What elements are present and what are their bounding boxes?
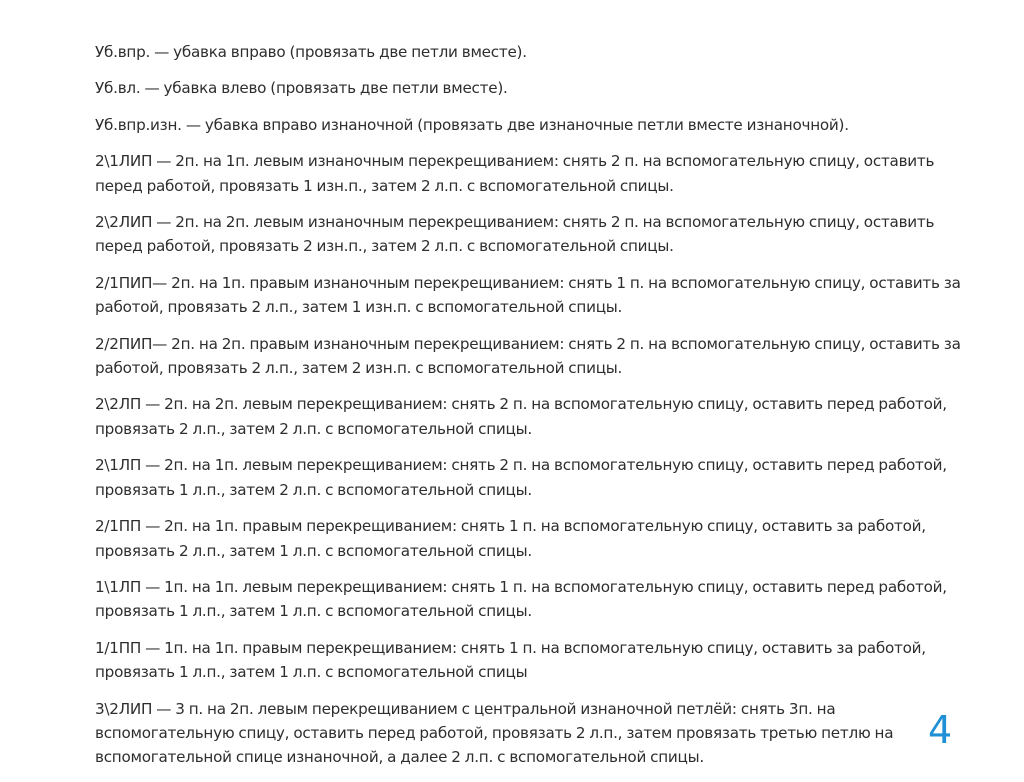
entry-ub-vpr: Уб.впр. — убавка вправо (провязать две петли вместе). [95, 43, 527, 61]
entry-2-2-lip: 2\2ЛИП — 2п. на 2п. левым изнаночным перекрещиванием: снять 2 п. на вспомогательную спицу, оставить перед работой, провязать 2 изн.п., затем 2 л.п. с вспомогательной спицы. [95, 213, 935, 256]
entry-2-1-lp: 2\1ЛП — 2п. на 1п. левым перекрещиванием: снять 2 п. на вспомогательную спицу, оставить перед работой, провязать 1 л.п., затем 2 л.п. с вспомогательной спицы. [95, 456, 947, 499]
entry-2-1-pp: 2/1ПП — 2п. на 1п. правым перекрещиванием: снять 1 п. на вспомогательную спицу, оставить за работой, провязать 2 л.п., затем 1 л.п. с вспомогательной спицы. [95, 517, 926, 560]
entry-ub-vpr-izn: Уб.впр.изн. — убавка вправо изнаночной (провязать две изнаночные петли вместе изнаночной). [95, 115, 849, 134]
abbreviations-list [95, 40, 965, 782]
entry-2-2-pip: 2/2ПИП— 2п. на 2п. правым изнаночным перекрещиванием: снять 2 п. на вспомогательную спицу, оставить за работой, провязать 2 л.п., затем 2 изн.п. с вспомогательной спицы. [95, 334, 961, 378]
entry-ub-vl: Уб.вл. — убавка влево (провязать две петли вместе). [95, 79, 508, 98]
entry-3-2-lip: 3\2ЛИП — 3 п. на 2п. левым перекрещиванием с центральной изнаночной петлёй: снять 3п. на вспомогательную спицу, оставить перед работой, провязать 2 л.п., затем провязать третью петлю на вспомогательной спице изнаночной, а далее 2 л.п. с вспомогательной спицы. [95, 699, 894, 767]
entry-2-2-lp: 2\2ЛП — 2п. на 2п. левым перекрещиванием: снять 2 п. на вспомогательную спицу, оставить перед работой, провязать 2 л.п., затем 2 л.п. с вспомогательной спицы. [95, 395, 947, 438]
entry-2-1-pip: 2/1ПИП— 2п. на 1п. правым изнаночным перекрещиванием: снять 1 п. на вспомогательную спицу, оставить за работой, провязать 2 л.п., затем 1 изн.п. с вспомогательной спицы. [95, 273, 961, 317]
entry-1-1-lp: 1\1ЛП — 1п. на 1п. левым перекрещиванием: снять 1 п. на вспомогательную спицу, оставить перед работой, провязать 1 л.п., затем 1 л.п. с вспомогательной спицы. [95, 577, 947, 621]
entry-2-1-lip: 2\1ЛИП — 2п. на 1п. левым изнаночным перекрещиванием: снять 2 п. на вспомогательную спицу, оставить перед работой, провязать 1 изн.п., затем 2 л.п. с вспомогательной спицы. [95, 152, 935, 195]
page-number: 4 [928, 708, 953, 752]
entry-1-1-pp: 1/1ПП — 1п. на 1п. правым перекрещиванием: снять 1 п. на вспомогательную спицу, оставить за работой, провязать 1 л.п., затем 1 л.п. с вспомогательной спицы [95, 638, 926, 682]
